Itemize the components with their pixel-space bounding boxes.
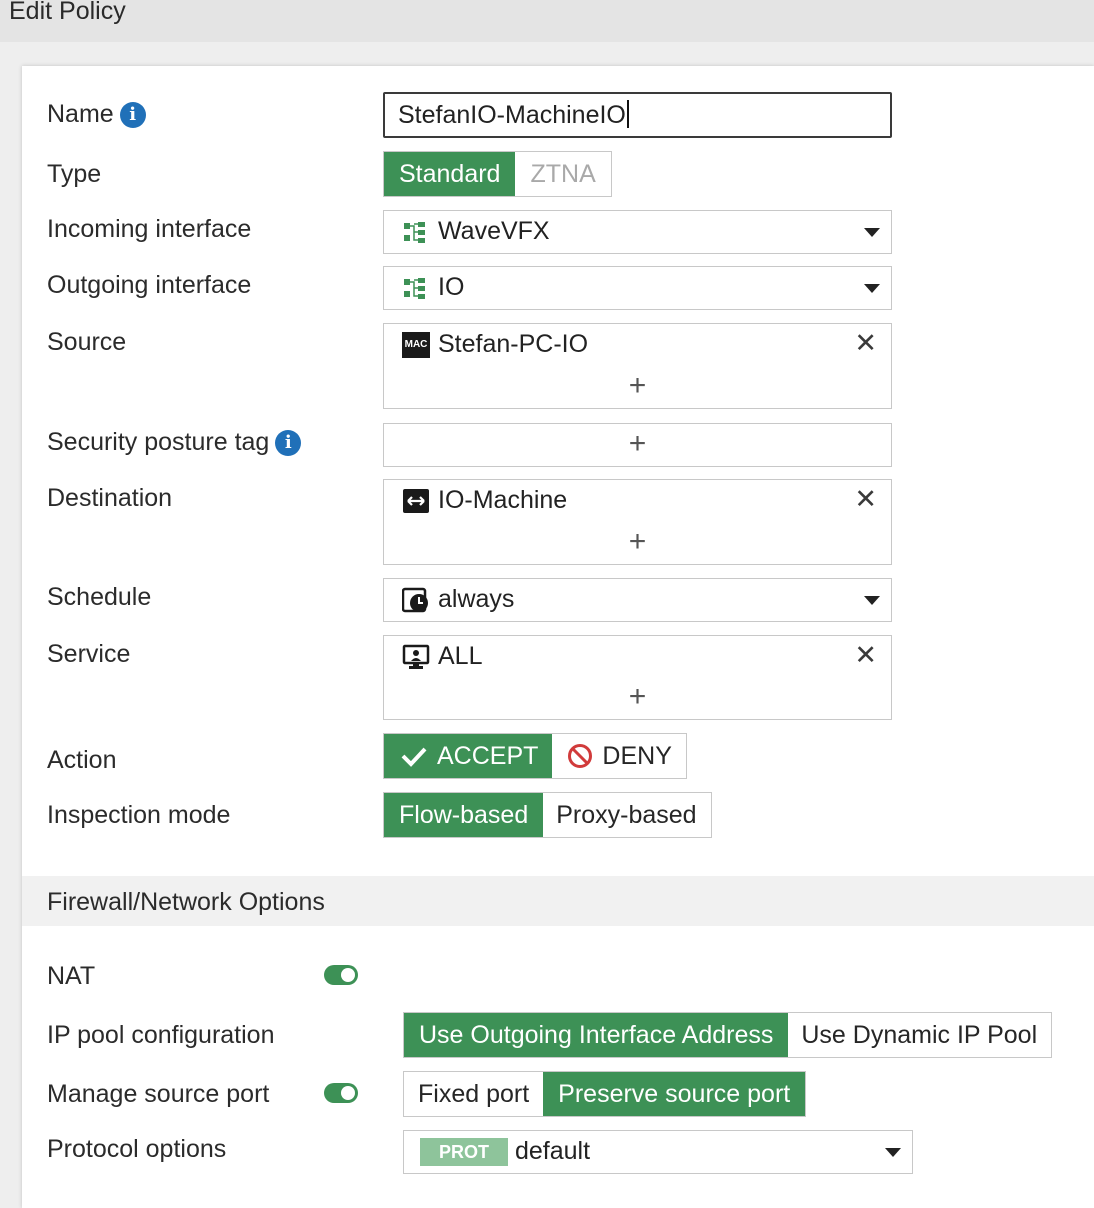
schedule-icon xyxy=(402,587,430,613)
service-entry: ALL xyxy=(438,642,483,670)
action-deny-option[interactable] xyxy=(552,734,685,778)
outgoing-interface-value: IO xyxy=(438,273,465,301)
name-input-value: StefanIO-MachineIO xyxy=(398,101,626,129)
toggle-knob xyxy=(341,1086,355,1100)
inspection-option-flow[interactable]: Flow-based xyxy=(384,793,543,837)
remove-entry-button[interactable]: ✕ xyxy=(854,640,877,670)
type-segmented-control xyxy=(383,151,612,197)
destination-entry: IO-Machine xyxy=(438,486,568,514)
protocol-options-label: Protocol options xyxy=(47,1135,227,1163)
page-title: Edit Policy xyxy=(9,0,126,25)
remove-entry-button[interactable]: ✕ xyxy=(854,328,877,358)
nat-label: NAT xyxy=(47,962,96,990)
security-posture-tag-field xyxy=(383,423,892,467)
inspection-option-proxy[interactable]: Proxy-based xyxy=(556,800,697,829)
source-label: Source xyxy=(47,328,127,356)
inspection-mode-label: Inspection mode xyxy=(47,801,231,829)
manage-source-port-toggle[interactable] xyxy=(324,1083,358,1103)
service-multiselect xyxy=(383,635,892,720)
source-multiselect xyxy=(383,323,892,409)
interface-icon xyxy=(402,276,430,302)
incoming-interface-select[interactable] xyxy=(383,210,892,254)
action-segmented-control xyxy=(383,733,687,779)
source-entry: Stefan-PC-IO xyxy=(438,330,589,358)
action-label: Action xyxy=(47,746,117,774)
action-accept-option[interactable] xyxy=(384,734,552,778)
firewall-network-options-section xyxy=(22,876,1094,926)
mac-badge-text: MAC xyxy=(404,339,428,350)
add-service-button[interactable]: + xyxy=(628,680,647,713)
security-posture-tag-label xyxy=(47,427,301,457)
ip-pool-option-outgoing[interactable]: Use Outgoing Interface Address xyxy=(404,1013,788,1057)
incoming-interface-label: Incoming interface xyxy=(47,215,252,243)
remove-entry-button[interactable]: ✕ xyxy=(854,484,877,514)
ip-pool-option-dynamic[interactable]: Use Dynamic IP Pool xyxy=(801,1020,1038,1049)
name-input[interactable] xyxy=(383,92,892,138)
address-range-icon xyxy=(402,488,430,514)
schedule-select[interactable] xyxy=(383,578,892,622)
text-caret xyxy=(627,100,629,128)
checkmark-icon xyxy=(400,745,428,767)
name-label-text: Name xyxy=(47,100,114,128)
schedule-label: Schedule xyxy=(47,583,152,611)
security-posture-tag-label-text: Security posture tag xyxy=(47,428,270,456)
protocol-badge: PROT xyxy=(420,1138,508,1166)
source-port-segmented-control xyxy=(403,1071,806,1117)
prohibited-icon xyxy=(567,743,593,769)
chevron-down-icon xyxy=(864,228,880,237)
outgoing-interface-select[interactable] xyxy=(383,266,892,310)
destination-label: Destination xyxy=(47,484,173,512)
service-label: Service xyxy=(47,640,131,668)
deny-label: DENY xyxy=(602,741,672,770)
mac-address-icon xyxy=(402,332,430,358)
incoming-interface-value: WaveVFX xyxy=(438,217,550,245)
page-header xyxy=(0,0,1094,42)
protocol-options-select[interactable] xyxy=(403,1130,913,1174)
manage-source-port-label: Manage source port xyxy=(47,1080,270,1108)
add-posture-tag-button[interactable]: + xyxy=(628,427,647,460)
accept-label: ACCEPT xyxy=(437,741,539,770)
chevron-down-icon xyxy=(885,1148,901,1157)
type-option-ztna[interactable]: ZTNA xyxy=(530,159,596,188)
toggle-knob xyxy=(341,968,355,982)
source-port-option-fixed[interactable]: Fixed port xyxy=(418,1079,530,1108)
destination-multiselect xyxy=(383,479,892,565)
nat-toggle[interactable] xyxy=(324,965,358,985)
source-port-option-preserve[interactable]: Preserve source port xyxy=(543,1072,805,1116)
chevron-down-icon xyxy=(864,284,880,293)
schedule-value: always xyxy=(438,585,515,613)
service-icon xyxy=(402,644,430,670)
type-option-standard[interactable]: Standard xyxy=(384,152,515,196)
section-title: Firewall/Network Options xyxy=(47,888,325,916)
type-label: Type xyxy=(47,160,102,188)
ip-pool-configuration-label: IP pool configuration xyxy=(47,1021,275,1049)
interface-icon xyxy=(402,220,430,246)
info-icon[interactable]: i xyxy=(120,102,146,128)
inspection-mode-segmented-control xyxy=(383,792,712,838)
outgoing-interface-label: Outgoing interface xyxy=(47,271,252,299)
add-destination-button[interactable]: + xyxy=(628,525,647,558)
protocol-options-value: default xyxy=(515,1137,591,1165)
chevron-down-icon xyxy=(864,596,880,605)
info-icon[interactable]: i xyxy=(275,430,301,456)
add-source-button[interactable]: + xyxy=(628,369,647,402)
name-label xyxy=(47,99,146,129)
ip-pool-segmented-control xyxy=(403,1012,1052,1058)
